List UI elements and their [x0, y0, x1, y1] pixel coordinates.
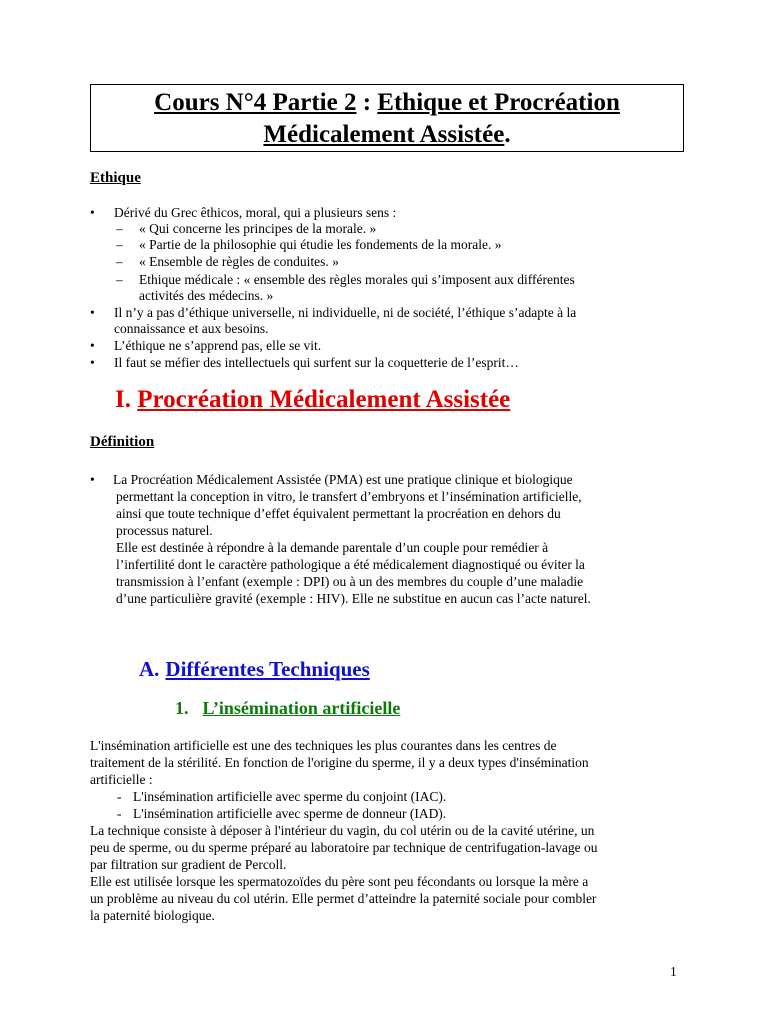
ethique-heading: Ethique	[90, 170, 141, 186]
title-course: Cours N°4 Partie 2	[154, 89, 357, 116]
ethique-bullet-4: Il faut se méfier des intellectuels qui surfent sur la coquetterie de l’esprit…	[114, 355, 519, 370]
definition-line-6: l’infertilité dont le caractère pathologique a été médicalement diagnostiqué ou éviter la	[116, 557, 585, 572]
hyphen-icon: -	[117, 806, 122, 821]
definition-line-5: Elle est destinée à répondre à la demande parentale d’un couple pour remédier à	[116, 540, 549, 555]
definition-line-2: permettant la conception in vitro, le transfert d’embryons et l’insémination artificielle,	[116, 489, 582, 504]
ethique-bullet-2-line-1: Il n’y a pas d’éthique universelle, ni individuelle, ni de société, l’éthique s’adapte à la	[114, 305, 577, 320]
title-period: .	[504, 121, 511, 148]
section-a-heading	[139, 657, 370, 682]
dash-icon: –	[116, 221, 123, 236]
bullet-icon: •	[90, 338, 95, 353]
dash-icon: –	[116, 254, 123, 269]
insemination-dash-iad: L'insémination artificielle avec sperme de donneur (IAD).	[133, 806, 447, 821]
title-subject-cont: Médicalement Assistée	[263, 121, 505, 148]
insemination-line-4: La technique consiste à déposer à l'intérieur du vagin, du col utérin ou de la cavité utérine, un	[90, 823, 595, 838]
ethique-dash-3: « Ensemble de règles de conduites. »	[139, 254, 339, 269]
insemination-line-6: par filtration sur gradient de Percoll.	[90, 857, 287, 872]
insemination-line-9: la paternité biologique.	[90, 908, 215, 923]
subsection-1-heading	[175, 698, 400, 719]
insemination-line-2: traitement de la stérilité. En fonction de l'origine du sperme, il y a deux types d'insémination	[90, 755, 589, 770]
definition-line-1: La Procréation Médicalement Assistée (PMA) est une pratique clinique et biologique	[113, 472, 573, 487]
definition-line-7: transmission à l’enfant (exemple : DPI) ou à un des membres du couple d’une maladie	[116, 574, 584, 589]
ethique-dash-4-line-2: activités des médecins. »	[139, 288, 274, 303]
subsection-1-title: L’insémination artificielle	[202, 698, 401, 718]
dash-icon: –	[116, 272, 123, 287]
definition-line-3: ainsi que toute technique d’effet équivalent permettant la procréation en dehors du	[116, 506, 561, 521]
ethique-bullet-3: L’éthique ne s’apprend pas, elle se vit.	[114, 338, 322, 353]
section-1-heading	[115, 386, 510, 414]
ethique-bullet-2-line-2: connaissance et aux besoins.	[114, 321, 269, 336]
title-box	[90, 84, 684, 152]
definition-line-4: processus naturel.	[116, 523, 213, 538]
ethique-dash-1: « Qui concerne les principes de la morale. »	[139, 221, 377, 236]
section-1-title: Procréation Médicalement Assistée	[137, 386, 511, 413]
subsection-1-number: 1.	[175, 698, 189, 718]
ethique-dash-4-line-1: Ethique médicale : « ensemble des règles morales qui s’imposent aux différentes	[139, 272, 575, 287]
definition-heading: Définition	[90, 434, 155, 450]
title-line-2	[91, 119, 683, 151]
page-number: 1	[670, 964, 677, 979]
insemination-dash-iac: L'insémination artificielle avec sperme du conjoint (IAC).	[133, 789, 447, 804]
bullet-icon: •	[90, 305, 95, 320]
ethique-dash-2: « Partie de la philosophie qui étudie les fondements de la morale. »	[139, 237, 502, 252]
title-subject: Ethique et Procréation	[377, 89, 620, 116]
hyphen-icon: -	[117, 789, 122, 804]
dash-icon: –	[116, 237, 123, 252]
bullet-icon: •	[90, 355, 95, 370]
ethique-bullet-1: Dérivé du Grec êthicos, moral, qui a plusieurs sens :	[114, 205, 397, 220]
insemination-line-3: artificielle :	[90, 772, 153, 787]
section-a-number: A.	[139, 657, 160, 681]
insemination-line-7: Elle est utilisée lorsque les spermatozoïdes du père sont peu fécondants ou lorsque la mère a	[90, 874, 589, 889]
bullet-icon: •	[90, 205, 95, 220]
insemination-line-5: peu de sperme, ou du sperme préparé au laboratoire par technique de centrifugation-lavage ou	[90, 840, 598, 855]
insemination-line-8: un problème au niveau du col utérin. Elle permet d’atteindre la paternité sociale pour combler	[90, 891, 597, 906]
section-a-title: Différentes Techniques	[165, 657, 370, 681]
bullet-icon: •	[90, 472, 95, 487]
section-1-number: I.	[115, 386, 131, 413]
definition-line-8: d’une particulière gravité (exemple : HIV). Elle ne substitue en aucun cas l’acte naturel.	[116, 591, 591, 606]
title-line-1	[91, 87, 683, 119]
title-separator: :	[356, 89, 378, 116]
insemination-line-1: L'insémination artificielle est une des techniques les plus courantes dans les centres de	[90, 738, 557, 753]
